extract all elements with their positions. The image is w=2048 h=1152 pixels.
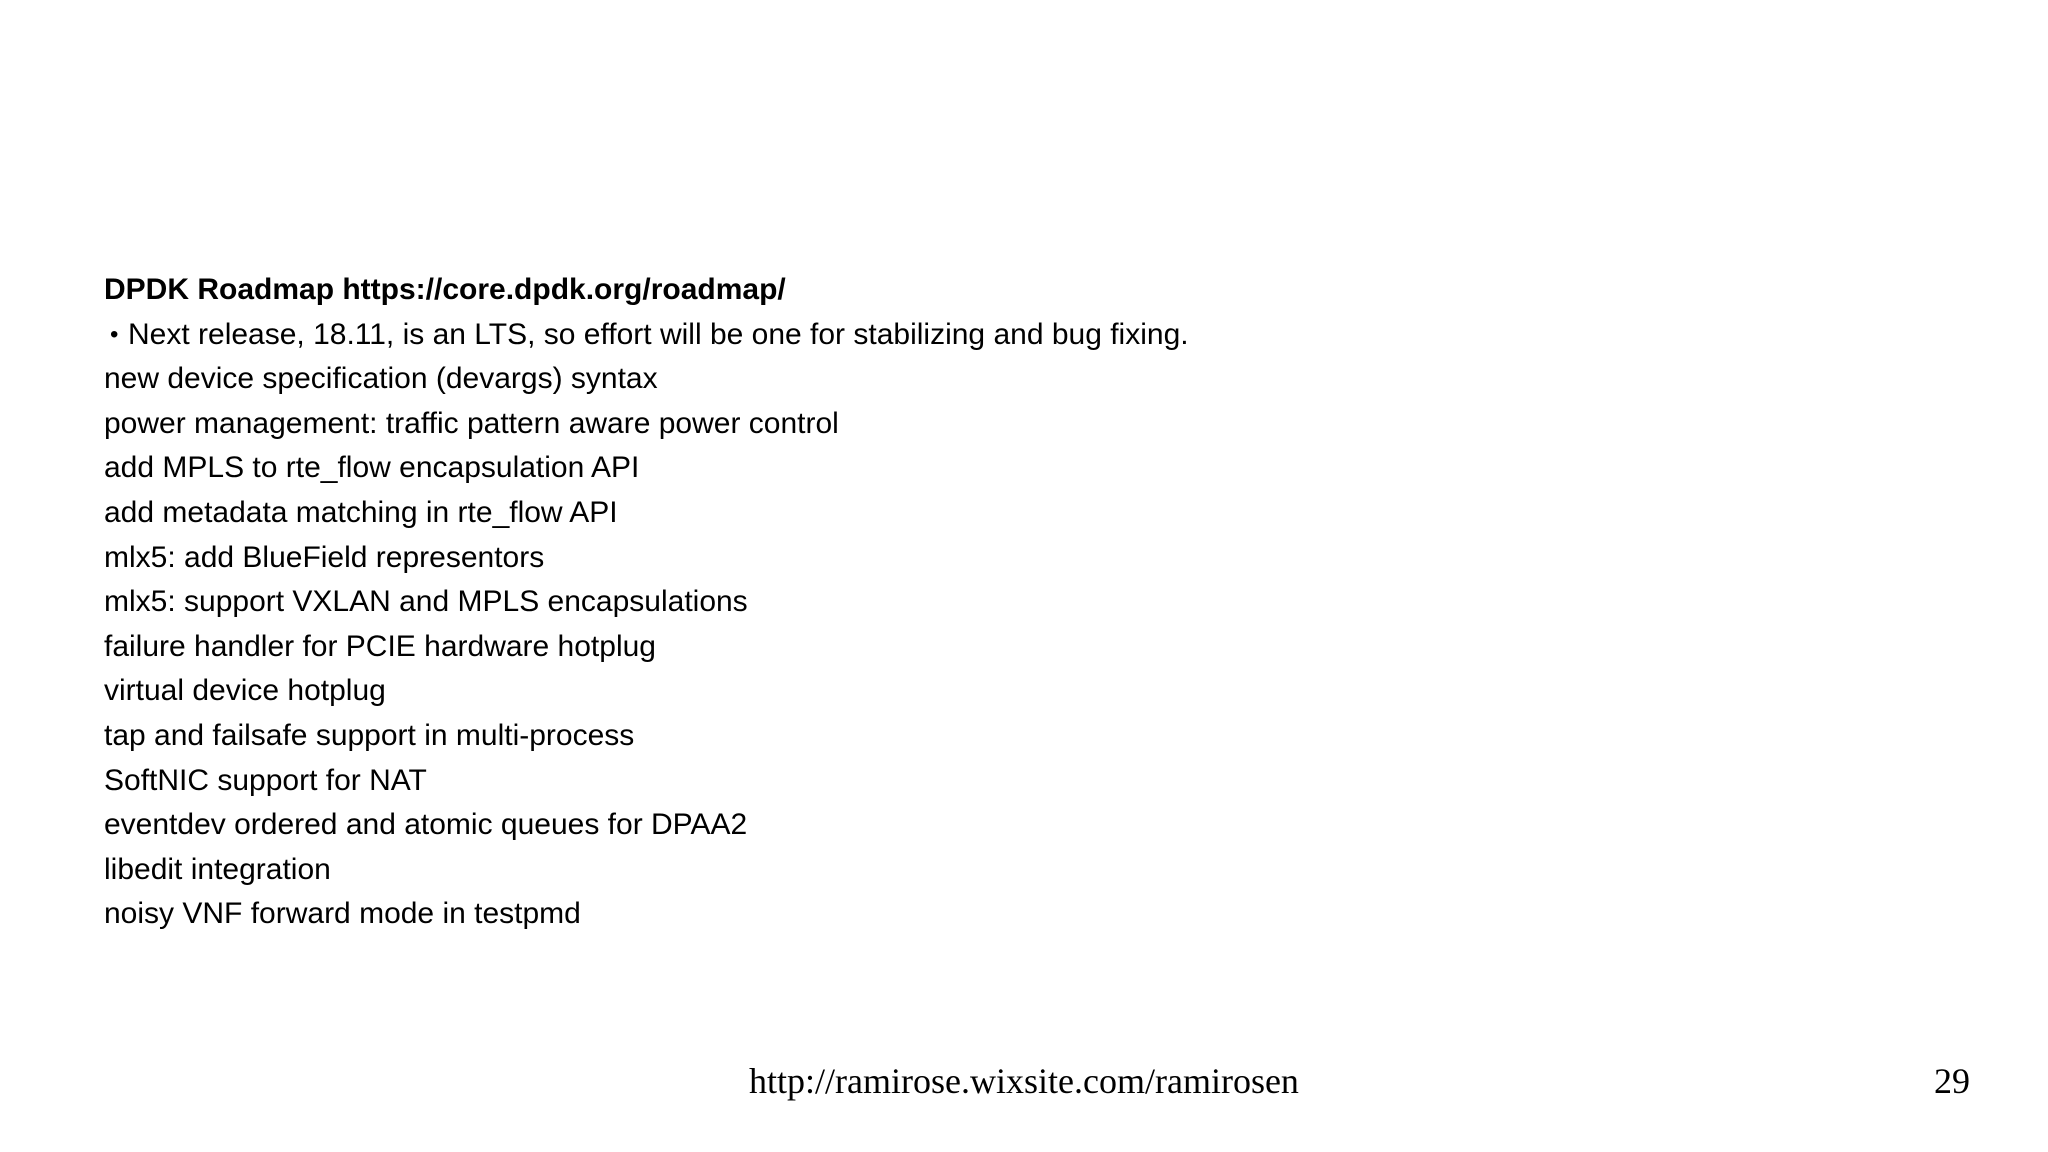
roadmap-item: tap and failsafe support in multi-process (104, 718, 635, 752)
slide-content (104, 268, 1904, 937)
page-number: 29 (1934, 1061, 1970, 1101)
roadmap-item: SoftNIC support for NAT (104, 763, 427, 797)
roadmap-item: power management: traffic pattern aware power control (104, 406, 839, 440)
roadmap-item: eventdev ordered and atomic queues for DPAA2 (104, 808, 748, 842)
footer-url: http://ramirose.wixsite.com/ramirosen (749, 1061, 1299, 1101)
roadmap-item: libedit integration (104, 852, 331, 886)
roadmap-item: virtual device hotplug (104, 674, 386, 708)
roadmap-item: mlx5: add BlueField representors (104, 540, 545, 574)
roadmap-item: add MPLS to rte_flow encapsulation API (104, 451, 640, 485)
bullet-text: Next release, 18.11, is an LTS, so effort will be one for stabilizing and bug fixing. (128, 317, 1189, 351)
roadmap-item: add metadata matching in rte_flow API (104, 495, 618, 529)
roadmap-item: mlx5: support VXLAN and MPLS encapsulations (104, 585, 748, 619)
roadmap-item: failure handler for PCIE hardware hotplug (104, 629, 656, 663)
slide-title: DPDK Roadmap https://core.dpdk.org/roadmap/ (104, 273, 786, 306)
bullet-icon: • (110, 320, 119, 348)
roadmap-item: noisy VNF forward mode in testpmd (104, 897, 581, 931)
roadmap-item: new device specification (devargs) syntax (104, 362, 658, 396)
bullet-item (104, 313, 1904, 358)
